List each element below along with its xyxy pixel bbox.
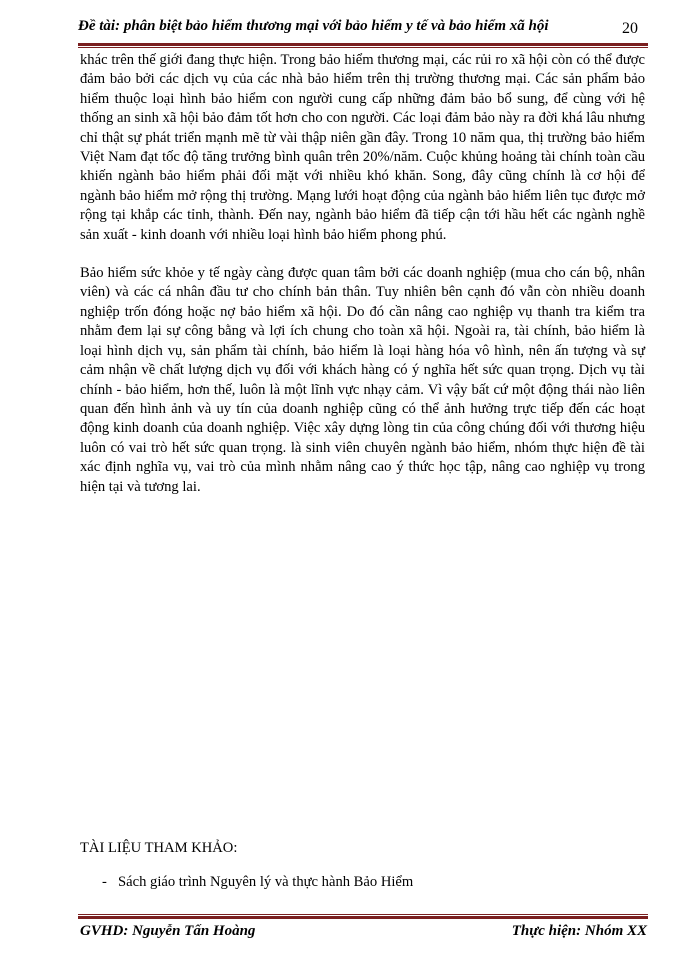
page-number: 20	[622, 20, 638, 37]
document-title: Đề tài: phân biệt bảo hiểm thương mại với bảo hiểm y tế và bảo hiểm xã hội	[78, 18, 549, 34]
references-title: TÀI LIỆU THAM KHẢO:	[80, 840, 238, 856]
reference-item	[102, 874, 645, 891]
footer-instructor: GVHD: Nguyễn Tấn Hoàng	[80, 923, 256, 939]
body-text	[80, 51, 645, 516]
references-list	[80, 874, 645, 891]
references-section	[80, 840, 645, 891]
page-header	[78, 14, 648, 42]
paragraph: Bảo hiểm sức khỏe y tế ngày càng được quan tâm bởi các doanh nghiệp (mua cho cán bộ, nhân viên) và các cá nhân đầu tư cho chính bản thân. Tuy nhiên bên cạnh đó vẫn còn nhiều doanh nghiệp trốn đóng hoặc nợ bảo hiểm xã hội. Do đó cần nâng cao nghiệp vụ thanh tra kiểm tra nhằm đem lại sự công bằng và lợi ích chung cho toàn xã hội. Ngoài ra, tài chính, bảo hiểm là loại hình dịch vụ, sản phẩm tài chính, bảo hiểm là loại hàng hóa vô hình, nên ấn tượng và sự cảm nhận về chất lượng dịch vụ đối với khách hàng có ý nghĩa hết sức quan trọng. Dịch vụ tài chính - bảo hiểm, hơn thế, luôn là một lĩnh vực nhạy cảm. Vì vậy bất cứ một động thái nào liên quan đến hình ảnh và uy tín của doanh nghiệp cũng có thể ảnh hưởng trực tiếp đến các hoạt động kinh doanh của doanh nghiệp. Việc xây dựng lòng tin của công chúng đối với thương hiệu luôn có vai trò hết sức quan trọng. là sinh viên chuyên ngành bảo hiểm, nhóm thực hiện đề tài xác định nghĩa vụ, vai trò của mình nhằm nâng cao ý thức học tập, nâng cao nghiệp vụ trong hiện tại và tương lai.	[80, 265, 645, 495]
reference-item-text: Sách giáo trình Nguyên lý và thực hành Bảo Hiểm	[118, 874, 414, 890]
footer-divider	[78, 914, 648, 919]
header-divider	[78, 43, 648, 48]
paragraph: khác trên thế giới đang thực hiện. Trong bảo hiểm thương mại, các rủi ro xã hội còn có thể được đảm bảo bởi các dịch vụ của các nhà bảo hiểm trên thị trường thương mại. Các sản phẩm bảo hiểm thuộc loại hình bảo hiểm con người cung cấp những đảm bảo bổ sung, để cùng với hệ thống an sinh xã hội bảo đảm tốt hơn cho con người. Các loại đảm bảo này ra đời khá lâu nhưng chỉ thật sự phát triển mạnh mẽ từ vài thập niên gần đây. Trong 10 năm qua, thị trường bảo hiểm Việt Nam đạt tốc độ tăng trưởng bình quân trên 20%/năm. Cuộc khủng hoảng tài chính toàn cầu khiến ngành bảo hiểm phải đối mặt với nhiều khó khăn. Song, đây cũng chính là cơ hội để ngành bảo hiểm mở rộng thị trường. Mạng lưới hoạt động của ngành bảo hiểm liên tục được mở rộng tại khắp các tỉnh, thành. Đến nay, ngành bảo hiểm đã tiếp cận tới hầu hết các ngành nghề sản xuất - kinh doanh với nhiều loại hình bảo hiểm phong phú.	[80, 52, 645, 243]
footer-author: Thực hiện: Nhóm XX	[511, 923, 647, 939]
